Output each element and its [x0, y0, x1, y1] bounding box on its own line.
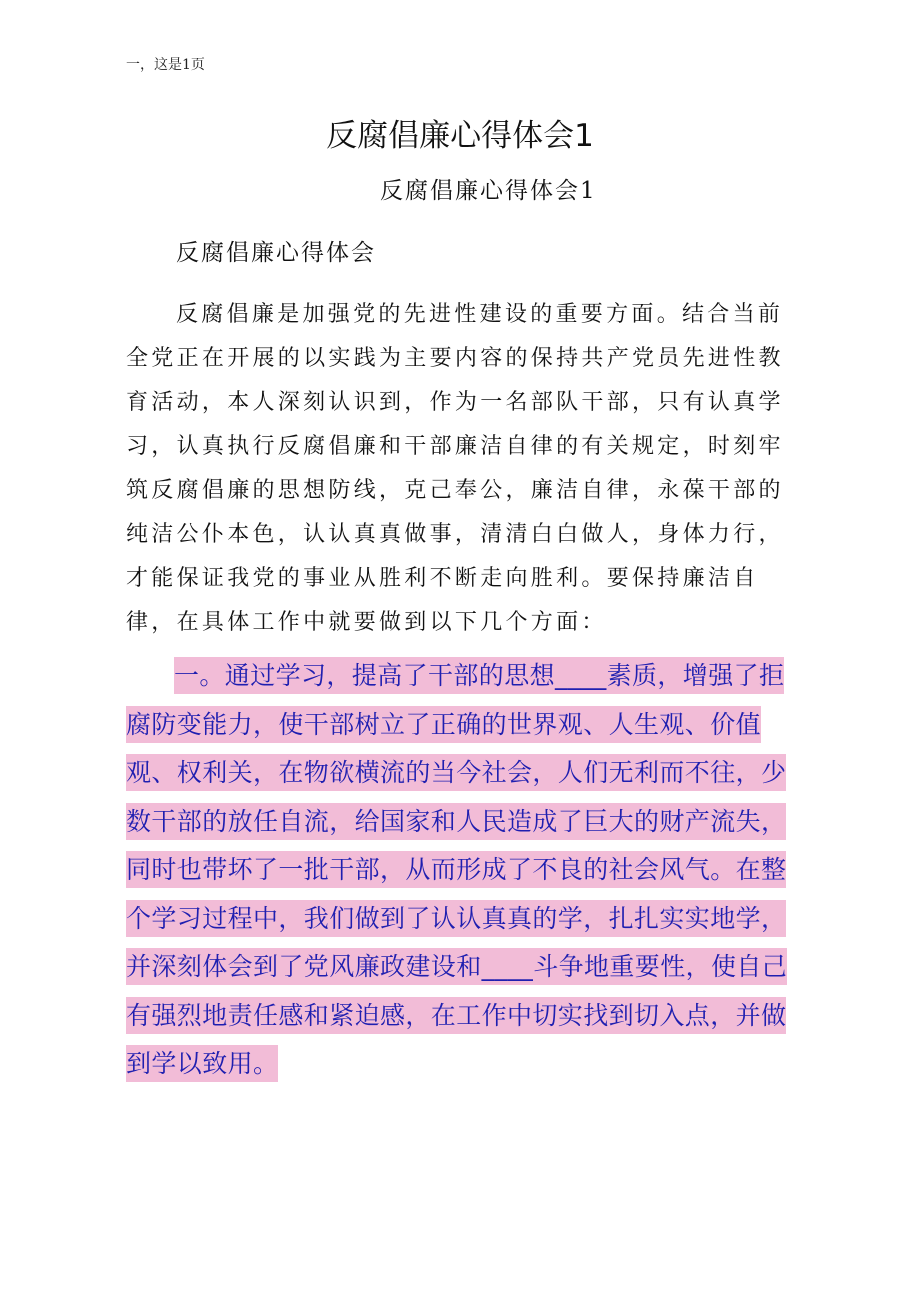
page-header: 一，这是1页: [126, 57, 205, 73]
body-paragraph: 反腐倡廉是加强党的先进性建设的重要方面。结合当前全党正在开展的以实践为主要内容的保持共产党员先进性教育活动，本人深刻认识到，作为一名部队干部，只有认真学习，认真执行反腐倡廉和干部廉洁自律的有关规定，时刻牢筑反腐倡廉的思想防线，克己奉公，廉洁自律，永葆干部的纯洁公仆本色，认认真真做事，清清白白做人，身体力行，才能保证我党的事业从胜利不断走向胜利。要保持廉洁自律，在具体工作中就要做到以下几个方面：: [126, 302, 784, 635]
section-heading: 反腐倡廉心得体会: [176, 240, 376, 266]
document-subtitle: 反腐倡廉心得体会1: [380, 178, 597, 204]
document-title: 反腐倡廉心得体会1: [326, 118, 594, 154]
highlighted-text: 一。通过学习，提高了干部的思想____素质，增强了拒腐防变能力，使干部树立了正确的世界观、人生观、价值观、权利关，在物欲横流的当今社会，人们无利而不往，少数干部的放任自流，给国家和人民造成了巨大的财产流失，同时也带坏了一批干部，从而形成了不良的社会风气。在整个学习过程中，我们做到了认认真真的学，扎扎实实地学，并深刻体会到了党风廉政建设和____斗争地重要性，使自己有强烈地责任感和紧迫感，在工作中切实找到切入点，并做到学以致用。: [126, 657, 787, 1082]
highlighted-paragraph: [126, 652, 794, 1089]
